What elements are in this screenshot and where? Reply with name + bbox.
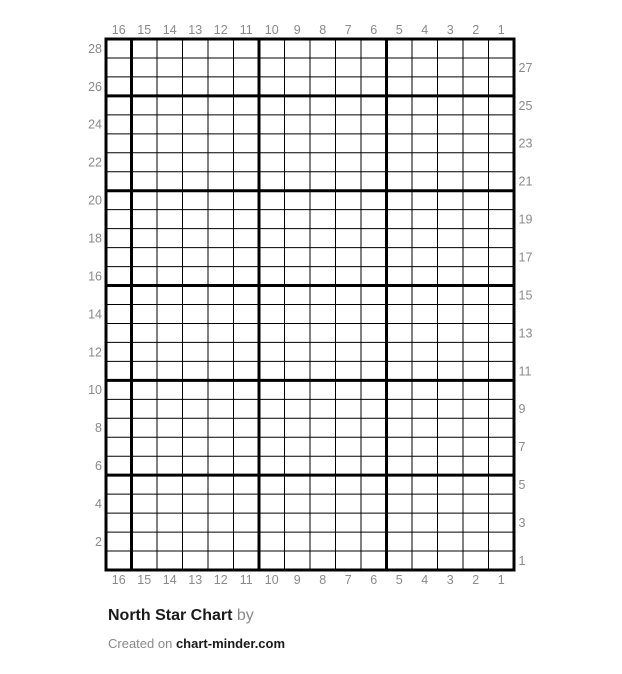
row-label-right: 7 [518, 440, 526, 455]
column-label-bottom: 3 [446, 572, 454, 587]
row-label-left: 6 [95, 459, 102, 474]
row-label-right: 23 [518, 136, 533, 151]
row-label-right: 17 [518, 250, 533, 265]
column-label-top: 6 [370, 22, 378, 37]
row-label-right: 13 [518, 326, 533, 341]
credit-site: chart-minder.com [175, 636, 286, 651]
row-label-right: 27 [518, 60, 533, 75]
column-label-top: 16 [111, 22, 126, 37]
credit-line [108, 637, 285, 650]
column-label-top: 12 [213, 22, 228, 37]
row-label-left: 2 [95, 534, 102, 549]
row-label-right: 15 [518, 288, 533, 303]
column-label-top: 7 [344, 22, 352, 37]
column-label-top: 2 [472, 22, 480, 37]
row-label-left: 4 [95, 497, 102, 511]
row-label-left: 10 [88, 383, 102, 398]
column-label-bottom: 7 [344, 572, 352, 587]
row-label-right: 5 [518, 478, 526, 493]
column-label-bottom: 5 [395, 572, 403, 587]
column-label-bottom: 6 [370, 572, 378, 587]
row-label-right: 3 [518, 515, 526, 530]
column-label-top: 15 [137, 22, 152, 37]
row-label-right: 11 [518, 364, 532, 379]
column-label-top: 5 [395, 22, 403, 37]
row-label-left: 22 [88, 155, 102, 170]
column-label-bottom: 16 [111, 572, 126, 587]
row-label-right: 21 [518, 174, 533, 189]
column-label-top: 10 [264, 22, 279, 37]
column-label-bottom: 12 [213, 572, 228, 587]
row-label-left: 14 [88, 307, 102, 322]
column-label-bottom: 11 [239, 572, 253, 587]
column-label-top: 8 [319, 22, 327, 37]
column-label-top: 14 [162, 22, 177, 37]
row-label-left: 8 [95, 421, 102, 436]
row-label-left: 26 [88, 79, 102, 94]
chart-footer [108, 608, 285, 650]
row-label-right: 1 [518, 553, 526, 568]
chart-title-line [108, 608, 285, 624]
row-label-right: 9 [518, 402, 526, 417]
row-label-right: 19 [518, 212, 533, 227]
column-label-bottom: 15 [137, 572, 152, 587]
row-label-left: 20 [88, 193, 102, 208]
column-label-top: 9 [293, 22, 301, 37]
column-label-top: 3 [446, 22, 454, 37]
column-label-bottom: 1 [497, 572, 505, 587]
row-label-right: 25 [518, 98, 533, 113]
chart-title: North Star Chart [108, 607, 233, 624]
column-label-top: 1 [497, 22, 505, 37]
column-label-bottom: 2 [472, 572, 480, 587]
column-label-top: 11 [239, 22, 253, 37]
column-label-bottom: 4 [421, 572, 429, 587]
column-label-bottom: 9 [293, 572, 301, 587]
row-label-left: 28 [88, 41, 102, 56]
row-label-left: 24 [88, 117, 102, 132]
credit-prefix: Created on [108, 636, 173, 651]
column-label-bottom: 8 [319, 572, 327, 587]
column-label-top: 13 [188, 22, 203, 37]
row-label-left: 18 [88, 231, 102, 246]
column-label-bottom: 10 [264, 572, 279, 587]
row-label-left: 16 [88, 269, 102, 284]
column-label-bottom: 13 [188, 572, 203, 587]
column-label-top: 4 [421, 22, 429, 37]
row-label-left: 12 [88, 345, 102, 360]
chart-byline: by [236, 607, 254, 624]
column-label-bottom: 14 [162, 572, 177, 587]
